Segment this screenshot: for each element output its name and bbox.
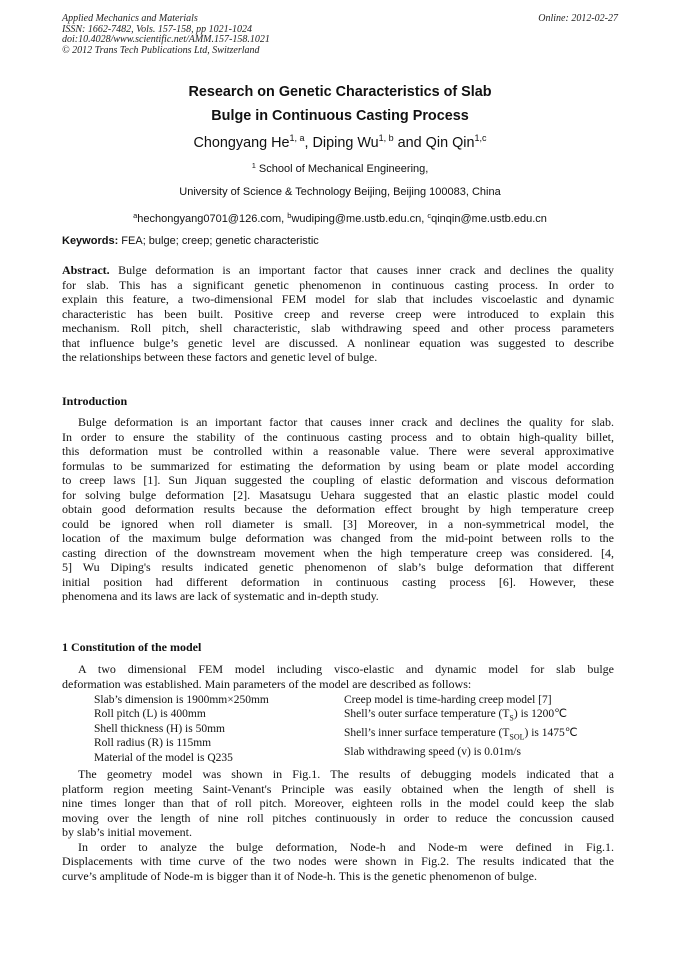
author-sup: 1, b [378, 133, 394, 143]
intro-line: for solving bulge deformation [2]. Masatsugu Uehara suggested that an elastic plastic model could [62, 487, 614, 502]
intro-line: could be ignored when roll diameter is small. [3] Moreover, in a non-symmetrical model, the [62, 516, 614, 531]
email-sup: a [133, 211, 138, 220]
email: hechongyang0701@126.com, [137, 213, 288, 225]
section-1-heading: 1 Constitution of the model [62, 640, 202, 654]
intro-line: initial position had different deformation in continuous casting process [6]. However, these [62, 574, 614, 589]
keywords-text: FEA; bulge; creep; genetic characteristic [118, 235, 319, 247]
author-name: Chongyang He [193, 135, 290, 151]
doi-line: doi:10.4028/www.scientific.net/AMM.157-158.1021 [62, 34, 270, 46]
parameter-sub: S [509, 713, 514, 723]
paper-title [62, 80, 618, 128]
parameters-left [94, 693, 269, 765]
abstract [62, 263, 614, 365]
title-line-1: Research on Genetic Characteristics of Slab [188, 84, 492, 100]
author-list [62, 128, 618, 153]
intro-line: this deformation must be controlled within a reasonable value. There were several approximative [62, 444, 614, 458]
section-line: nine times longer than that of roll pitch. Moreover, eighteen rolls in the model could keep the slab [62, 796, 614, 810]
parameter-item [344, 726, 578, 745]
parameter-item: Shell thickness (H) is 50mm [94, 722, 225, 735]
intro-line: to creep laws [1]. Sun Jiquan suggested the coupling of elastic deformation and viscous deformation [62, 473, 614, 487]
section-1-body [62, 767, 614, 883]
introduction-heading: Introduction [62, 394, 128, 408]
intro-line: casting direction of the downstream movement when the high temperature creep was considered. [4, [62, 545, 614, 560]
author-name: and Qin Qin [393, 135, 475, 151]
intro-line: obtain good deformation results because the deformation effect brought by high temperature creep [62, 502, 614, 516]
affiliation-university: University of Science & Technology Beijing, Beijing 100083, China [179, 186, 501, 198]
parameter-item: Roll pitch (L) is 400mm [94, 708, 206, 721]
title-line-2: Bulge in Continuous Casting Process [211, 108, 469, 124]
abstract-line: mechanism. Roll pitch, shell characteristic, slab withdrawing speed and other process parameters [62, 321, 614, 335]
parameter-item [344, 707, 578, 726]
section-line: The geometry model was shown in Fig.1. The results of debugging models indicated that a [78, 767, 614, 781]
affiliation-sup: 1 [251, 161, 256, 170]
section-line: deformation was established. Main parameters of the model are described as follows: [62, 676, 472, 691]
keywords [62, 234, 618, 248]
email: qinqin@me.ustb.edu.cn [431, 213, 547, 225]
abstract-line: for slab. This has a significant genetic phenomenon in continuous casting process. In order to [62, 277, 614, 292]
section-line: In order to analyze the bulge deformation, Node-h and Node-m were defined in Fig.1. [78, 839, 614, 854]
parameter-item: Creep model is time-harding creep model [7] [344, 694, 552, 706]
intro-line: Bulge deformation is an important factor that causes inner crack and declines the quality for slab. [78, 415, 614, 429]
intro-line: 5] Wu Diping's results indicated genetic phenomenon of slab’s bulge deformation that different [62, 560, 614, 574]
author-sup: 1,c [474, 133, 487, 143]
section-line: moving over the length of nine roll pitches continuously in order to reduce the concussion caused [62, 810, 614, 825]
parameter-item: Roll radius (R) is 115mm [94, 737, 212, 750]
journal-name: Applied Mechanics and Materials [62, 13, 198, 24]
parameter-text: Shell’s outer surface temperature (T [344, 708, 510, 721]
email-sup: c [427, 211, 432, 220]
affiliation [62, 154, 618, 231]
section-line: platform region meeting Saint-Venant's Principle was easily obtained when the length of shell is [62, 781, 614, 796]
email: wudiping@me.ustb.edu.cn, [291, 213, 428, 225]
parameter-item: Slab withdrawing speed (v) is 0.01m/s [344, 745, 521, 758]
online-date: Online: 2012-02-27 [538, 13, 618, 24]
intro-line: phenomena and its laws are lack of systematic and in-depth study. [62, 589, 379, 603]
copyright-line: © 2012 Trans Tech Publications Ltd, Switzerland [62, 44, 260, 56]
affiliation-school-text: School of Mechanical Engineering, [255, 163, 429, 175]
section-line: curve’s amplitude of Node-m is bigger than it of Node-h. This is the genetic phenomenon of bulge. [62, 868, 538, 883]
intro-line: location of the maximum bulge deformation was changed from the mid-point between rolls to the [62, 531, 614, 545]
section-line: A two dimensional FEM model including visco-elastic and dynamic model for slab bulge [78, 662, 614, 676]
abstract-line: characteristic has been built. Positive creep and reverse creep were introduced to explain this [62, 306, 614, 321]
abstract-label: Abstract. [62, 263, 110, 277]
journal-header [62, 14, 618, 56]
abstract-line [62, 263, 614, 278]
intro-line: formulas to be summarized for estimating the deformation by using beam or plate model according [62, 458, 614, 473]
abstract-line: explain this feature, a two-dimensional FEM model for slab that includes viscoelastic and dynamic [62, 292, 614, 306]
email-sup: b [287, 211, 292, 220]
parameter-text: Shell’s inner surface temperature (T [344, 727, 510, 740]
keywords-label: Keywords: [62, 235, 119, 247]
intro-line: In order to ensure the stability of the continuous casting process and to obtain high-quality billet, [62, 429, 614, 444]
parameter-text: ) is 1475℃ [524, 727, 578, 740]
affiliation-emails [62, 204, 618, 231]
abstract-text: Bulge deformation is an important factor that causes inner crack and declines the quality [109, 263, 614, 277]
parameter-item: Material of the model is Q235 [94, 751, 233, 764]
parameter-sub: SOL [509, 732, 525, 742]
parameters-right [344, 693, 578, 759]
section-line: Displacements with time curve of the two nodes were shown in Fig.2. The results indicated that the [62, 854, 614, 868]
parameter-item: Slab’s dimension is 1900mm×250mm [94, 694, 269, 706]
author-sup: 1, a [289, 133, 305, 143]
introduction-body [62, 415, 614, 604]
abstract-line: the relationships between these factors and genetic level of bulge. [62, 350, 378, 364]
parameter-text: ) is 1200℃ [513, 708, 568, 721]
author-name: , Diping Wu [304, 135, 379, 151]
affiliation-school [62, 154, 618, 181]
section-1-intro [62, 662, 614, 691]
abstract-line: that influence bulge’s genetic level are discussed. A nonlinear equation was suggested to describe [62, 335, 614, 350]
section-line: by slab’s initial movement. [62, 825, 192, 839]
issn-line: ISSN: 1662-7482, Vols. 157-158, pp 1021-1024 [62, 23, 252, 35]
